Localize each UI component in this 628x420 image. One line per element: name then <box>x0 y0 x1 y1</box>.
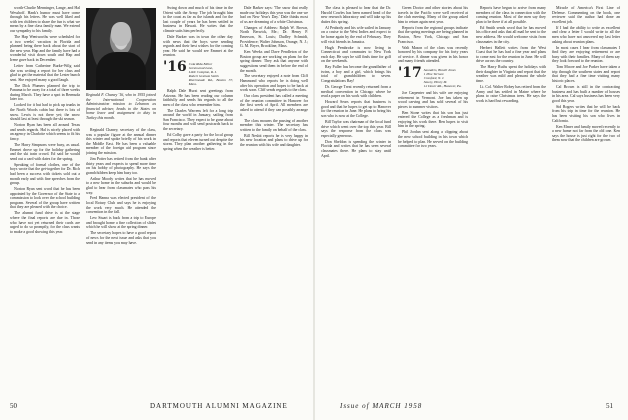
paragraph: Arthur Moody writes that he has moved to a new home in the suburbs and would be glad to hear from classmates who pass his way. <box>86 176 156 195</box>
class-year-number: '17 <box>398 64 422 81</box>
paragraph: Speaking of formal clothes, one of the boys wrote that the get-together for Dr. Rich had been a success with tickets sold out a month early and with fine speeches from the group. <box>10 162 80 186</box>
paragraph: Our class president has called a meeting of the reunion committee in Hanover for the first week of April. All members are asked to attend if they can possibly arrange it. <box>240 94 308 117</box>
paragraph: Joe Carpenter and his wife are enjoying retirement in Vermont. Joe has taken up wood carving and has sold several of his pieces to summer visitors. <box>398 90 468 109</box>
right-column-1 <box>321 6 391 392</box>
spine-gutter <box>313 0 315 420</box>
paragraph: Norton Ryan has been all around Texas and sends regards. Hal is nicely placed with an agency in Charlotte which seems to fit his fancy. <box>10 123 80 141</box>
photo-caption: Reginald F. Chaney '16, who in 1955 joined the International Cooperation Administration mission to Lebanon as financial adviser, heads to the States on home leave and assignment to duty in Turkey this month. <box>86 93 156 120</box>
paragraph: Bill Nesbit reports he is very happy in his new location and plans to drive up for the reunion with his wife and daughter. <box>240 133 308 147</box>
paragraph: Ed Smith sends word that he has moved his office and asks that all mail be sent to the new address. He would welcome visits from classmates in the city. <box>476 25 546 44</box>
class-officers <box>424 66 462 88</box>
treasurer-address: Rivermeade Rd., Boston 37, Mass. <box>188 77 233 86</box>
paragraph: The secretary hopes to have a good report of news for the next issue and asks that you send in any items you may have. <box>86 231 156 245</box>
secretary-address-line1: 1 Pine Terrace <box>423 71 444 76</box>
paragraph: Tom Moore and Joe Parker have taken a trip through the southern states and report that they had a fine time visiting many historic places. <box>552 65 620 84</box>
paragraph: Ed Colby gave a party for the local group and reports that eleven turned out despite the storm. They plan another gathering in the spring when the weather is better. <box>163 133 233 151</box>
paragraph: Ray Fuller has become the grandfather of twins, a boy and a girl, which brings his total of grandchildren to seven. Congratulations Ray! <box>321 65 391 84</box>
paragraph: In most cases I hear from classmates I find they are enjoying retirement or are busy with their families. Many of them say they look forward to the reunion. <box>552 45 620 64</box>
paragraph: The Harry Ruths spent the holidays with their daughter in Virginia and report that the weather was mild and pleasant the whole time. <box>476 65 546 84</box>
left-column-1 <box>10 6 80 392</box>
paragraph: Jim Potter has retired from the bank after thirty years and expects to spend more time on his hobby of photography. He says the grandchildren keep him busy too. <box>86 156 156 175</box>
paragraph: Hugh Pembroke is now living in Connecticut and commutes to New York each day. He says he still finds time for golf on the weekends. <box>321 45 391 64</box>
paragraph: Don Sheldon is spending the winter in Florida and writes that he has seen several classmates there. He plans to stay until April. <box>321 139 391 158</box>
secretary-name: Saunders, Bissell Jones <box>423 67 456 72</box>
treasurer-name: Robert Graham Smith <box>188 73 219 78</box>
paragraph: Fred Hanna was elected president of the local Rotary Club and says he is enjoying the work very much. He attended the convention in the fall. <box>86 196 156 215</box>
paragraph: Ken Elmer and family moved recently to a new home not far from the old one. Ken says the house is just right for the two of them now that the children are grown. <box>552 124 620 143</box>
paragraph: Swing down and much of his time in the Orient with the Army. The job brought him to the coast as far as the islands and for the last couple of years he has been settled in business in Hawaii. He writes that the climate suits him perfectly. <box>163 6 233 33</box>
class-heading-17 <box>398 66 468 88</box>
secretary-address-line2: Little Compton, R. I. <box>188 69 217 74</box>
paragraph: Sid Rogers writes that he will be back from his trip in time for the reunion. He has been visiting his son who lives in California. <box>552 104 620 123</box>
page-number-right: 51 <box>606 402 613 410</box>
paragraph: Dale Barker says: 'The snow that really made our holidays this year was the one we had on New Year's Day.' Dale thinks most of us are dreaming of a white Christmas. <box>240 6 308 24</box>
portrait-figure <box>96 52 146 90</box>
paragraph: Al Peabody and his wife sailed in January on a cruise to the West Indies and expect to be home again by the end of February. They will visit friends in Jamaica. <box>321 25 391 44</box>
paragraph: Lt. Col. Walter Robey has retired from the Army and has settled in Maine where he plans to raise Christmas trees. He says the work is hard but rewarding. <box>476 85 546 103</box>
paragraph: The Dick Plumers planned the trip to Panama to be away for a total of three weeks during March. They have a spot in Bermuda later too. <box>10 83 80 102</box>
paragraph: Norton Ryan sent word that he has been appointed by the Governor of the State to a commission to look over the school building program. Several of the group have written that they are pleased with the choice. <box>10 187 80 210</box>
footer-issue-right: Issue of MARCH 1958 <box>340 402 423 410</box>
paragraph: Miracle of America's First Line of Defense. Commenting on the book, one reviewer said the author had done an excellent job. <box>552 6 620 24</box>
paragraph: Phil Jordan sent along a clipping about the new school building in his town which he helped to plan. He served on the building committee for two years. <box>398 130 468 149</box>
secretary-address-line2: Cranford, N. J. <box>423 75 445 80</box>
paragraph: worth-Charlie Menninger, Lange, and Hal Wesshoff. Hank's humor must have come through his letters. He was well liked and with ten children to share the fun is what we mean by a fine class family man. We extend our sympathy to his family. <box>10 6 80 33</box>
right-column-3 <box>476 6 546 392</box>
paragraph: Changes of Address: Ralph W. Brown, North Berwick, Me.; Dr. Henry P. Emerson, St. Louis; Dudley Schmidt, Providence; Walter Johnson, Orange, N. J.; G. M. Bryer, Brookline, Mass. <box>240 25 308 49</box>
class-officers <box>189 60 233 86</box>
paragraph: The secretary enjoyed a note from Cliff Hammond who reports he is doing well after his operation and hopes to be back at work soon. Cliff sends regards to the class. <box>240 74 308 93</box>
portrait-head <box>111 22 131 46</box>
paragraph: Green Doctor and other stories about his travels in the Pacific were well received at the club meeting. Many of the group asked him to return again next year. <box>398 6 468 24</box>
paragraph: The Hap Wentworths were scheduled for a two weeks' vacation in Florida and planned being there back about the start of the new year. Hap and the family have had a wonderful visit down south and Hap and Irene gave back in December. <box>10 34 80 62</box>
paragraph: Reginald Chaney, secretary of the class, was a popular figure at the annual dinner this winter and spoke briefly of his work in the Middle East. He has been a valuable member of the foreign aid program since joining the mission. <box>86 128 156 155</box>
paragraph: Ben Stone writes that his son has just entered the College as a freshman and is enjoying his work there. Ben hopes to visit him in the spring. <box>398 110 468 129</box>
secretary-address-line1: Greenwood Lane, <box>188 65 213 70</box>
paragraph: The class mourns the passing of another member this winter. The secretary has written to the family on behalf of the class. <box>240 118 308 132</box>
paragraph: The alumni fund drive is at the stage where the final reports are due in. Those who have not yet returned their cards are urged to do so promptly, for the class wants to make a good showing this year. <box>10 211 80 234</box>
paragraph: Reports from the regional groups indicate that the spring meetings are being planned in Boston, New York, Chicago and San Francisco. <box>398 25 468 44</box>
paragraph: Howard Sears reports that business is good and that he hopes to get up to Hanover for the reunion in June. He plans to bring his son who is now at the College. <box>321 100 391 119</box>
left-column-3 <box>163 6 233 392</box>
paragraph: Herbert Hallett writes from the West Coast that he has had a fine year and plans to come east for the reunion in June. He will drive across the country. <box>476 45 546 64</box>
page-number-left: 50 <box>10 402 17 410</box>
secretary-name: Cola Rida Editor <box>188 61 213 66</box>
paragraph: Reports have begun to arrive from many members of the class in connection with the coming reunion. Most of the men say they plan to be there if at all possible. <box>476 6 546 24</box>
paragraph: If I had the ability to write as excellent and clear a letter I would write to all the men who have not answered my last letter asking about reunion plans. <box>552 25 620 44</box>
right-column-2 <box>398 6 468 392</box>
footer-title-left: DARTMOUTH ALUMNI MAGAZINE <box>150 402 288 410</box>
paragraph: Letter from Catherine Burke-Wilg said she was writing a report for her class and glad to get the material that the Lester bunch sent. She enjoyed many a good laugh. <box>10 63 80 82</box>
treasurer-address: 12 Dover Rd., Hanover, Pa. <box>423 83 462 88</box>
paragraph: The Charles Warrens left for a long trip around the world in January, sailing from San Francisco. They expect to be gone about four months and will send postcards back to the secretary. <box>163 108 233 132</box>
paragraph: Cal Brown is still in the contracting business and has built a number of houses in his area. Cal says business has been very good this year. <box>552 85 620 103</box>
paragraph: Ralph Dale Hurst sent greetings from Arizona. He has been reading our column faithfully and sends his regards to all the men of the class who remember him. <box>163 88 233 107</box>
paragraph: Lew Stuart is back from a trip to Europe and brought home a fine collection of slides which he will show at the spring dinner. <box>86 216 156 230</box>
right-column-4 <box>552 6 620 392</box>
treasurer-name: Stacey, Henry M. <box>423 79 448 84</box>
left-column-2 <box>86 128 156 392</box>
left-column-4 <box>240 6 308 392</box>
paragraph: Dale Barker was in town the other day with news that the boys were sending regards and their best wishes for the coming year. He said he would see Emmet at the reunion. <box>163 34 233 58</box>
paragraph: Ken Weeks and Dave Pendleton of the Boston group are working on plans for the spring dinner. They ask that anyone with suggestions send them in before the end of the month. <box>240 50 308 73</box>
paragraph: Bill Taylor was chairman of the local fund drive which went over the top this year. Bill says the response from the class was especially generous. <box>321 120 391 138</box>
class-year-number: '16 <box>163 58 187 75</box>
paragraph: Dr. George Treat recently returned from a medical convention in Chicago where he read a paper on his work with children. <box>321 85 391 99</box>
paragraph: Walt Mason of the class was recently honored by his company for his forty years of service. A dinner was given in his honor and many friends attended. <box>398 45 468 64</box>
paragraph: The Harry Simpsons were busy, as usual. Emmet drove up for the holiday gathering and the ski train crowd. Ed said he would send out a card with dates for the spring. <box>10 142 80 161</box>
paragraph: Looked for it but had to pick up trunks in the North Woods cabin but there is lots of snow. Lewis is not there yet; the snow should last at least through the ski season. <box>10 103 80 122</box>
class-heading-16 <box>163 60 233 86</box>
paragraph: The class is pleased to hear that the Dr. Harold Cowles has been named head of the new research laboratory and will take up his duties this spring. <box>321 6 391 24</box>
